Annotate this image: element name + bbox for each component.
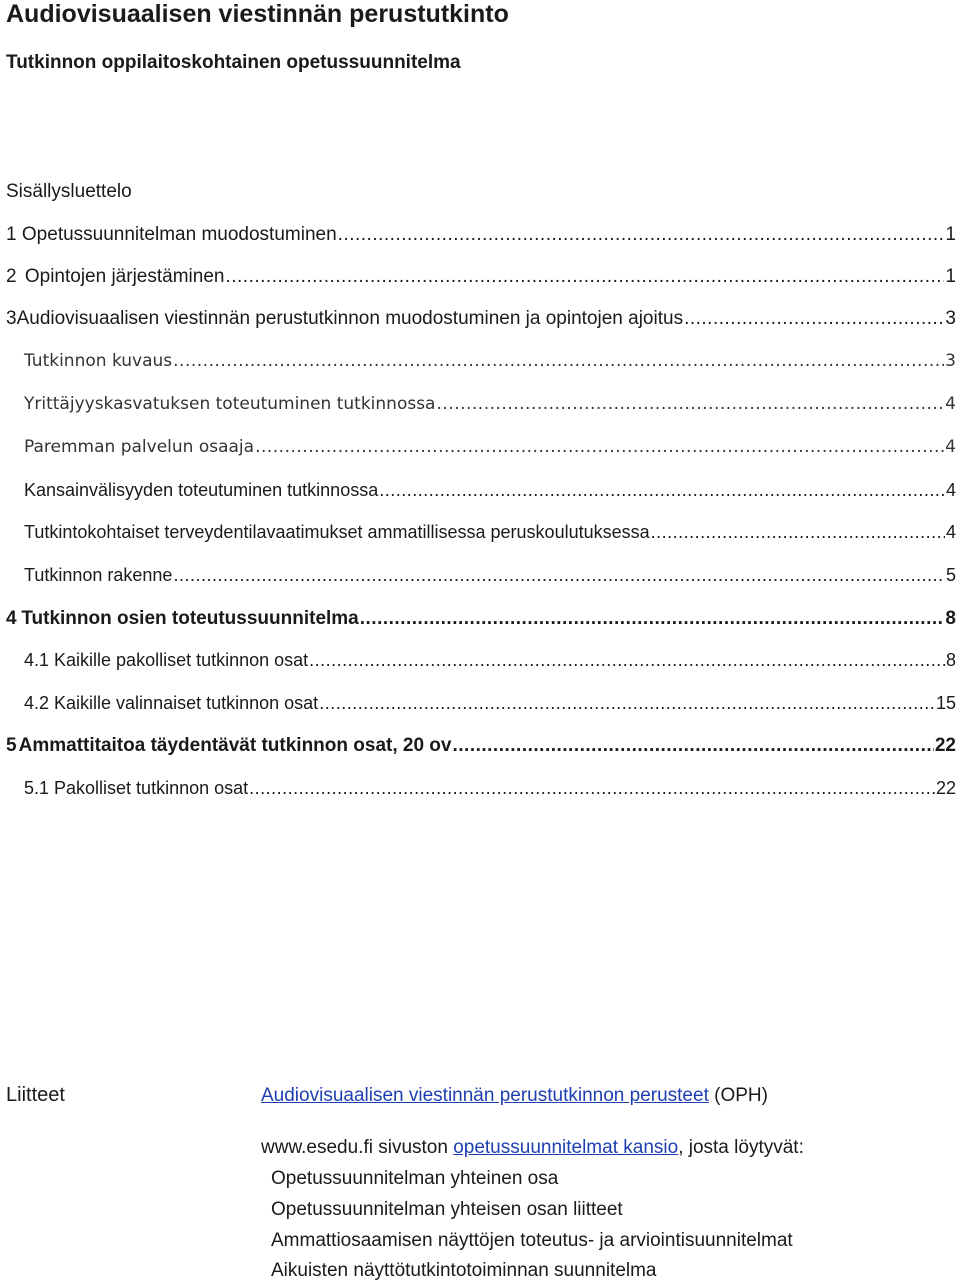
oph-suffix: (OPH) <box>708 1085 768 1106</box>
attachment-item: Opetussuunnitelman yhteisen osan liitteet <box>271 1199 623 1220</box>
toc-entry-page: 4 <box>945 480 956 500</box>
toc-entry-label: Kansainvälisyyden toteutuminen tutkinnossa <box>24 480 379 500</box>
toc-dot-leader <box>360 608 945 630</box>
toc-dot-leader <box>255 437 944 457</box>
toc-dot-leader <box>338 224 945 246</box>
toc-entry-page: 4 <box>945 437 956 457</box>
toc-entry-label: Tutkinnon osien toteutussuunnitelma <box>21 608 359 629</box>
toc-dot-leader <box>319 693 935 714</box>
toc-entry-3[interactable] <box>6 308 956 336</box>
toc-entry-number: 2 <box>6 266 17 287</box>
toc-entry-label: 5.1 Pakolliset tutkinnon osat <box>24 778 249 798</box>
toc-entry-1[interactable] <box>6 224 956 252</box>
attachments-line-esedu <box>261 1137 804 1159</box>
toc-entry-page: 4 <box>945 522 956 542</box>
attachment-item: Opetussuunnitelman yhteinen osa <box>271 1168 559 1189</box>
toc-entry-page: 3 <box>945 351 956 371</box>
toc-entry-label: Opintojen järjestäminen <box>24 266 225 287</box>
toc-entry-5-1[interactable] <box>6 778 956 806</box>
toc-entry-label: Ammattitaitoa täydentävät tutkinnon osat, 20 ov <box>18 735 452 756</box>
attachments-label: Liitteet <box>6 1084 65 1106</box>
esedu-prefix: www.esedu.fi sivuston <box>261 1137 454 1158</box>
toc-entry-page: 8 <box>945 608 956 629</box>
toc-entry-label: 4.1 Kaikille pakolliset tutkinnon osat <box>24 650 309 670</box>
attachments-line-oph <box>261 1085 768 1107</box>
toc-dot-leader <box>379 480 945 501</box>
toc-heading: Sisällysluettelo <box>6 181 132 202</box>
toc-entry-4-2[interactable] <box>6 693 956 721</box>
toc-dot-leader <box>651 522 945 543</box>
toc-entry-tutkinnon-rakenne[interactable] <box>6 565 956 593</box>
attachment-item: Ammattiosaamisen näyttöjen toteutus- ja arviointisuunnitelmat <box>271 1230 793 1251</box>
toc-entry-terveydentilavaatimukset[interactable] <box>6 522 956 550</box>
toc-dot-leader <box>225 266 944 288</box>
toc-entry-kansainvalisyys[interactable] <box>6 480 956 508</box>
toc-entry-label: Tutkintokohtaiset terveydentilavaatimukset ammatillisessa peruskoulutuksessa <box>24 522 650 542</box>
toc-entry-5[interactable] <box>6 735 956 763</box>
toc-entry-page: 15 <box>935 693 956 713</box>
toc-entry-2[interactable] <box>6 266 956 294</box>
toc-dot-leader <box>249 778 935 799</box>
toc-dot-leader <box>436 394 944 414</box>
toc-entry-label: Tutkinnon kuvaus <box>24 351 173 371</box>
toc-entry-4[interactable] <box>6 608 956 636</box>
perusteet-link[interactable]: Audiovisuaalisen viestinnän perustutkinnon perusteet <box>261 1085 709 1106</box>
document-subtitle: Tutkinnon oppilaitoskohtainen opetussuunnitelma <box>6 52 461 73</box>
toc-entry-label: Opetussuunnitelman muodostuminen <box>21 224 337 245</box>
toc-dot-leader <box>452 735 933 757</box>
toc-entry-yrittajyyskasvatus[interactable] <box>6 394 956 422</box>
attachment-item: Aikuisten näyttötutkintotoiminnan suunnitelma <box>271 1260 657 1281</box>
toc-entry-number: 3 <box>6 308 17 329</box>
opetussuunnitelmat-kansio-link[interactable]: opetussuunnitelmat kansio <box>453 1137 679 1158</box>
toc-entry-page: 1 <box>945 224 956 245</box>
toc-entry-number: 4 <box>6 608 17 629</box>
toc-entry-4-1[interactable] <box>6 650 956 678</box>
toc-entry-number: 1 <box>6 224 17 245</box>
toc-entry-tutkinnon-kuvaus[interactable] <box>6 351 956 379</box>
toc-entry-paremman-palvelun-osaaja[interactable] <box>6 437 956 465</box>
toc-entry-page: 8 <box>945 650 956 670</box>
toc-dot-leader <box>173 351 944 371</box>
toc-entry-number: 5 <box>6 735 17 756</box>
toc-dot-leader <box>309 650 945 671</box>
toc-dot-leader <box>684 308 944 330</box>
toc-entry-label: Yrittäjyyskasvatuksen toteutuminen tutkinnossa <box>24 394 436 414</box>
toc-entry-page: 1 <box>945 266 956 287</box>
toc-entry-page: 5 <box>945 565 956 585</box>
toc-entry-page: 4 <box>945 394 956 414</box>
toc-entry-label: Tutkinnon rakenne <box>24 565 173 585</box>
toc-entry-label: Audiovisuaalisen viestinnän perustutkinnon muodostuminen ja opintojen ajoitus <box>16 308 684 329</box>
toc-entry-page: 22 <box>934 735 956 756</box>
esedu-suffix: , josta löytyvät: <box>678 1137 804 1158</box>
toc-entry-page: 3 <box>945 308 956 329</box>
toc-entry-label: 4.2 Kaikille valinnaiset tutkinnon osat <box>24 693 319 713</box>
toc-entry-label: Paremman palvelun osaaja <box>24 437 255 457</box>
document-title: Audiovisuaalisen viestinnän perustutkinto <box>6 0 509 28</box>
toc-dot-leader <box>173 565 945 586</box>
toc-entry-page: 22 <box>935 778 956 798</box>
